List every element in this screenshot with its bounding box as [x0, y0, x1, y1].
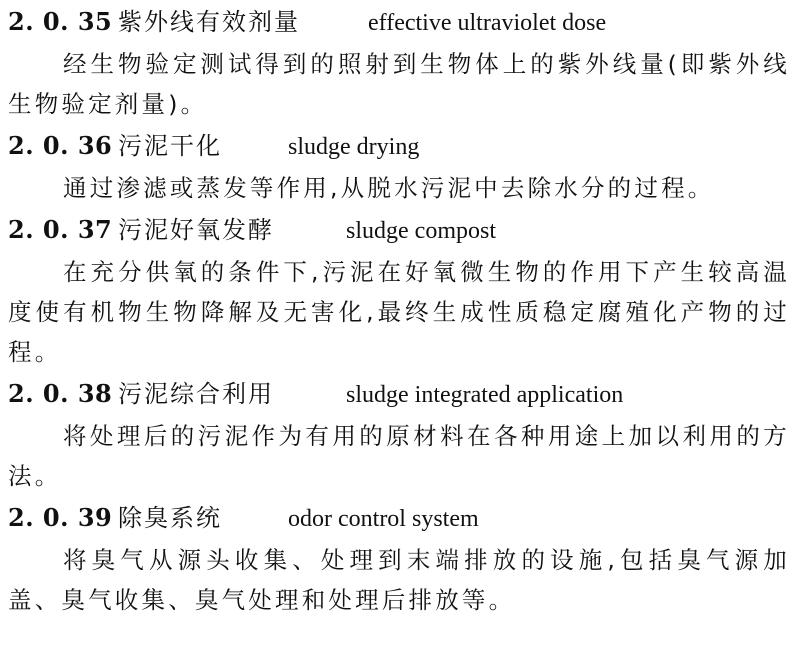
term-english: sludge compost	[346, 218, 496, 244]
term-chinese: 污泥好氧发酵	[118, 216, 274, 244]
term-heading	[0, 0, 800, 44]
term-number: 2. 0. 38	[8, 379, 113, 408]
term-definition: 在充分供氧的条件下,污泥在好氧微生物的作用下产生较高温度使有机物生物降解及无害化,最终生成性质稳定腐殖化产物的过程。	[8, 258, 790, 366]
term-english: odor control system	[288, 506, 479, 532]
term-heading	[0, 124, 800, 168]
term-chinese: 紫外线有效剂量	[118, 8, 300, 36]
term-english: sludge drying	[288, 134, 420, 160]
term-number: 2. 0. 37	[8, 215, 113, 244]
term-entry-2-0-35	[0, 0, 800, 124]
term-number: 2. 0. 35	[8, 7, 113, 36]
term-definition: 将臭气从源头收集、处理到末端排放的设施,包括臭气源加盖、臭气收集、臭气处理和处理后排放等。	[8, 546, 790, 614]
term-heading	[0, 208, 800, 252]
term-entry-2-0-36	[0, 124, 800, 208]
term-heading	[0, 372, 800, 416]
term-heading	[0, 496, 800, 540]
term-definition: 将处理后的污泥作为有用的原材料在各种用途上加以利用的方法。	[8, 422, 790, 490]
term-english: effective ultraviolet dose	[368, 10, 607, 36]
term-chinese: 污泥干化	[118, 132, 222, 160]
term-entry-2-0-39	[0, 496, 800, 620]
term-chinese: 除臭系统	[118, 504, 222, 532]
term-english: sludge integrated application	[346, 382, 624, 408]
term-entry-2-0-37	[0, 208, 800, 372]
term-definition: 通过渗滤或蒸发等作用,从脱水污泥中去除水分的过程。	[63, 174, 715, 202]
term-chinese: 污泥综合利用	[118, 380, 274, 408]
term-definition: 经生物验定测试得到的照射到生物体上的紫外线量(即紫外线生物验定剂量)。	[8, 50, 790, 118]
term-number: 2. 0. 39	[8, 503, 113, 532]
term-number: 2. 0. 36	[8, 131, 113, 160]
term-entry-2-0-38	[0, 372, 800, 496]
